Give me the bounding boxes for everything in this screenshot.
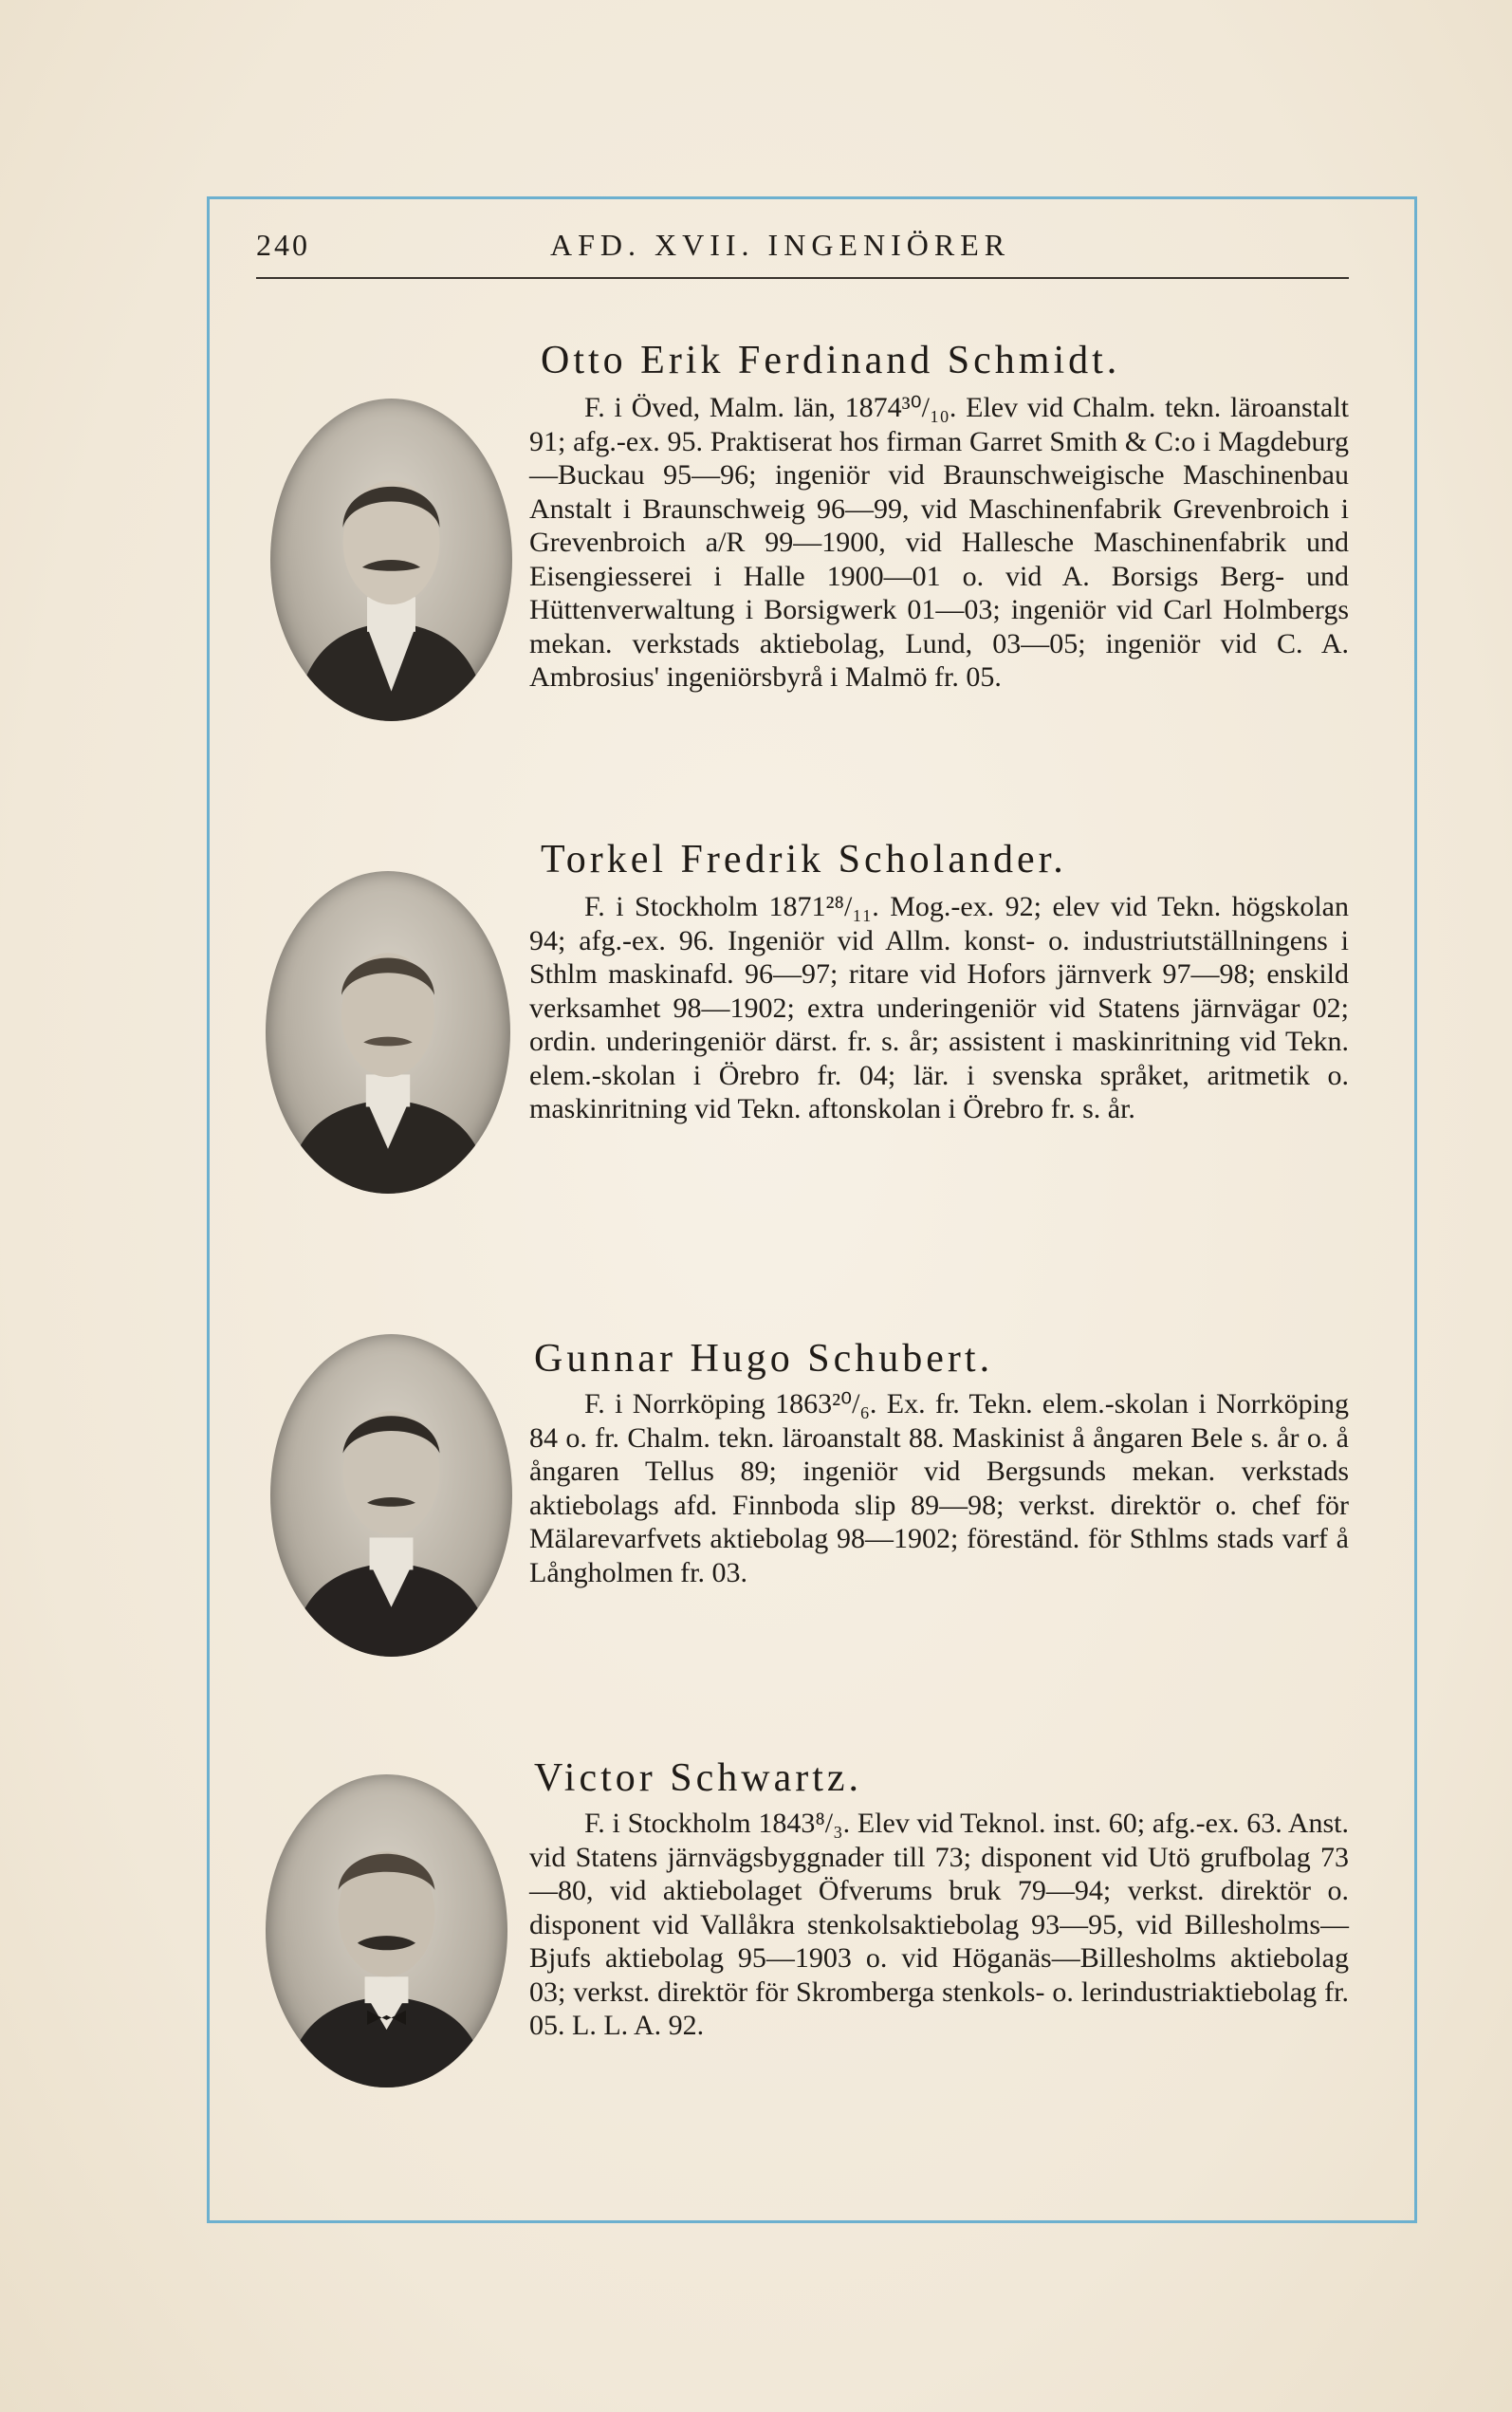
portrait-photo <box>266 1774 507 2087</box>
entry-biography: F. i Norrköping 1863²⁰/₆. Ex. fr. Tekn. elem.-skolan i Norrköping 84 o. fr. Chalm. tekn. läroanstalt 88. Maskinist å ångaren Bele s. år o. å ångaren Tellus 89; ingeniör vid Bergsunds mekan. verkstads aktiebolags afd. Finnboda slip 89—98; verkst. direktör o. chef för Mälarevarfvets aktiebolag 98—1902; föreständ. för Sthlms stads varf å Långholmen fr. 03. <box>529 1388 1349 1588</box>
entry-biography: F. i Öved, Malm. län, 1874³⁰/₁₀. Elev vid Chalm. tekn. läroanstalt 91; afg.-ex. 95. Praktiserat hos firman Garret Smith & C:o i Magdeburg—Buckau 95—96; ingeniör vid Braunschweigische Maschinenbau Anstalt i Braunschweig 96—99, vid Maschinenfabrik Grevenbroich i Grevenbroich a/R 99—1900, vid Hallesche Maschinenfabrik und Eisengiesserei i Halle 1900—01 o. vid A. Borsigs Berg- und Hüttenverwaltung i Borsigwerk 01—03; ingeniör vid Carl Holmbergs mekan. verkstads aktiebolag, Lund, 03—05; ingeniör vid C. A. Ambrosius' ingeniörsbyrå i Malmö fr. 05. <box>529 392 1349 693</box>
entry-name: Victor Schwartz. <box>534 1756 863 1800</box>
section-title: AFD. XVII. INGENIÖRER <box>550 228 1011 262</box>
running-header <box>256 228 1347 275</box>
entry-name: Gunnar Hugo Schubert. <box>534 1337 994 1381</box>
entry-name: Torkel Fredrik Scholander. <box>541 838 1067 881</box>
entry-biography: F. i Stockholm 1871²⁸/₁₁. Mog.-ex. 92; elev vid Tekn. högskolan 94; afg.-ex. 96. Ingeniör vid Allm. konst- o. industriutställningens i Sthlm maskinafd. 96—97; ritare vid Hofors järnverk 97—98; enskild verksamhet 98—1902; extra underingeniör vid Statens järnvägar 02; ordin. underingeniör därst. fr. s. år; assistent i maskinritning vid Tekn. elem.-skolan i Örebro fr. 04; lär. i svenska språket, aritmetik o. maskinritning vid Tekn. aftonskolan i Örebro fr. s. år. <box>529 891 1349 1124</box>
portrait-photo <box>270 1334 512 1657</box>
page-number: 240 <box>256 228 310 262</box>
header-rule <box>256 277 1349 279</box>
entry-biography: F. i Stockholm 1843⁸/₃. Elev vid Teknol. inst. 60; afg.-ex. 63. Anst. vid Statens järnvägsbyggnader till 73; disponent vid Utö grufbolag 73—80, vid aktiebolaget Öfverums bruk 79—94; verkst. direktör o. disponent vid Vallåkra stenkolsaktiebolag 93—95, vid Billesholms—Bjufs aktiebolag 95—1903 o. vid Höganäs—Billesholms aktiebolag 03; verkst. direktör för Skromberga stenkols- o. lerindustriaktiebolag fr. 05. L. L. A. 92. <box>529 1808 1349 2041</box>
entry-name: Otto Erik Ferdinand Schmidt. <box>541 339 1121 382</box>
portrait-photo <box>266 871 510 1194</box>
portrait-photo <box>270 399 512 721</box>
